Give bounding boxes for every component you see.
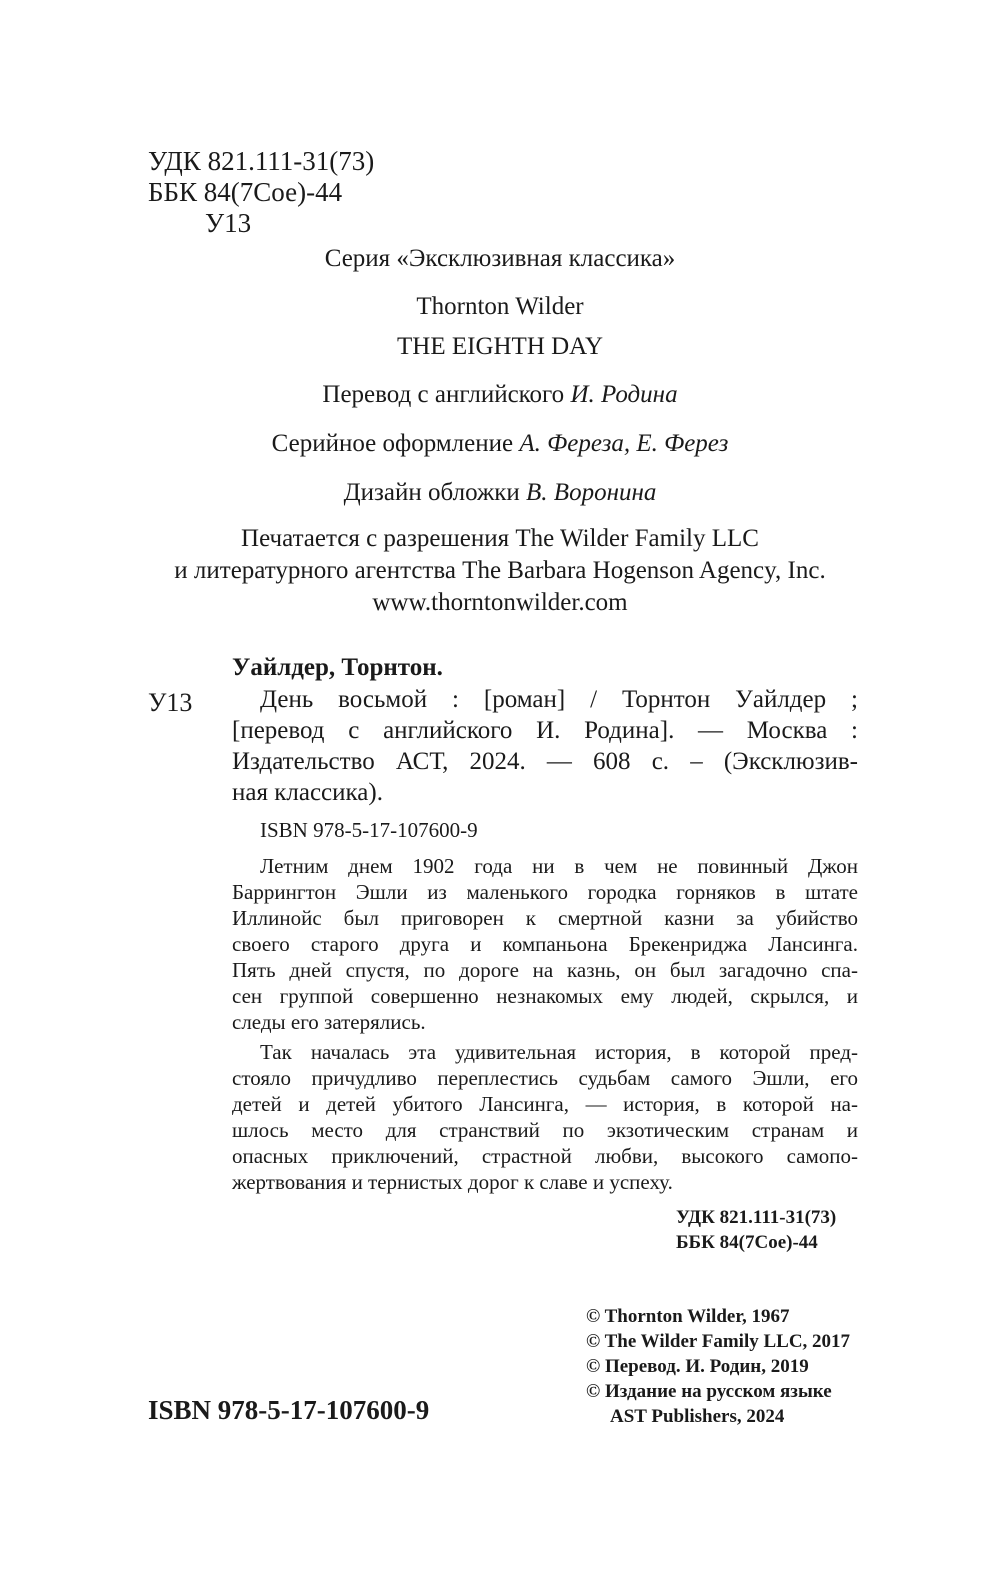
bbk-code: ББК 84(7Сое)-44 — [148, 177, 343, 207]
copyright-line: AST Publishers, 2024 — [610, 1406, 785, 1427]
annotation-line: Пять дней спустя, по дороге на казнь, он был загадочно спа- — [232, 958, 858, 982]
series-design-label: Серийное оформление — [271, 430, 514, 457]
permission-line-2: и литературного агентства The Barbara Hogenson Agency, Inc. — [174, 557, 826, 584]
series-name: Серия «Эксклюзивная классика» — [324, 245, 676, 272]
copyright-line: © Издание на русском языке — [586, 1381, 832, 1402]
footer-isbn: ISBN 978-5-17-107600-9 — [148, 1395, 430, 1425]
cover-designer: В. Воронина — [526, 479, 657, 506]
translation-label: Перевод с английского — [322, 381, 565, 408]
cover-design-label: Дизайн обложки — [343, 479, 520, 506]
annotation-line: детей и детей убитого Лансинга, — история, в которой на- — [232, 1092, 858, 1116]
annotation-line: Баррингтон Эшли из маленького городка горняков в штате — [232, 880, 858, 904]
copyright-block — [586, 1304, 850, 1429]
record-heading: Уайлдер, Торнтон. — [232, 654, 443, 681]
copyright-line: © Перевод. И. Родин, 2019 — [586, 1356, 809, 1377]
annotation-line: следы его затерялись. — [232, 1010, 426, 1034]
copyright-line: © Thornton Wilder, 1967 — [586, 1306, 790, 1327]
author-mark: У13 — [205, 208, 252, 238]
original-title: THE EIGHTH DAY — [397, 333, 603, 360]
record-description — [232, 684, 858, 808]
series-design-credit — [0, 429, 1000, 459]
record-line: Издательство АСТ, 2024. — 608 с. – (Эксклюзив- — [232, 748, 858, 775]
original-author: Thornton Wilder — [416, 293, 584, 320]
udk-code: УДК 821.111-31(73) — [148, 146, 375, 176]
annotation-paragraph-1 — [232, 853, 858, 1035]
annotation-line: Летним днем 1902 года ни в чем не повинный Джон — [260, 854, 858, 878]
record-mark: У13 — [148, 688, 193, 717]
record-udk: УДК 821.111-31(73) — [676, 1207, 837, 1228]
permission-line-1: Печатается с разрешения The Wilder Family LLC — [241, 525, 759, 552]
translator-name: И. Родина — [570, 381, 678, 408]
annotation-line: Так началась эта удивительная история, в которой пред- — [260, 1040, 858, 1064]
cover-design-credit — [0, 478, 1000, 508]
record-line: [перевод с английского И. Родина]. — Москва : — [232, 717, 858, 744]
annotation-paragraph-2 — [232, 1039, 858, 1195]
copyright-line: © The Wilder Family LLC, 2017 — [586, 1331, 851, 1352]
annotation-line: стояло причудливо переплестись судьбам самого Эшли, его — [232, 1066, 858, 1090]
translation-credit — [0, 380, 1000, 410]
series-designers: А. Фереза, Е. Ферез — [519, 430, 729, 457]
annotation-line: Иллинойс был приговорен к смертной казни за убийство — [232, 906, 858, 930]
record-line: День восьмой : [роман] / Торнтон Уайлдер ; — [260, 686, 858, 713]
annotation-line: жертвования и тернистых дорог к славе и успеху. — [232, 1170, 673, 1194]
annotation-line: опасных приключений, страстной любви, высокого самопо- — [232, 1144, 858, 1168]
record-line: ная классика). — [232, 779, 383, 806]
record-bbk: ББК 84(7Сое)-44 — [676, 1232, 818, 1253]
annotation-line: сен группой совершенно незнакомых ему людей, скрылся, и — [232, 984, 858, 1008]
record-isbn: ISBN 978-5-17-107600-9 — [260, 818, 478, 842]
annotation-line: шлось место для странствий по экзотическим странам и — [232, 1118, 858, 1142]
annotation-line: своего старого друга и компаньона Брекенриджа Лансинга. — [232, 932, 858, 956]
website: www.thorntonwilder.com — [372, 589, 628, 616]
